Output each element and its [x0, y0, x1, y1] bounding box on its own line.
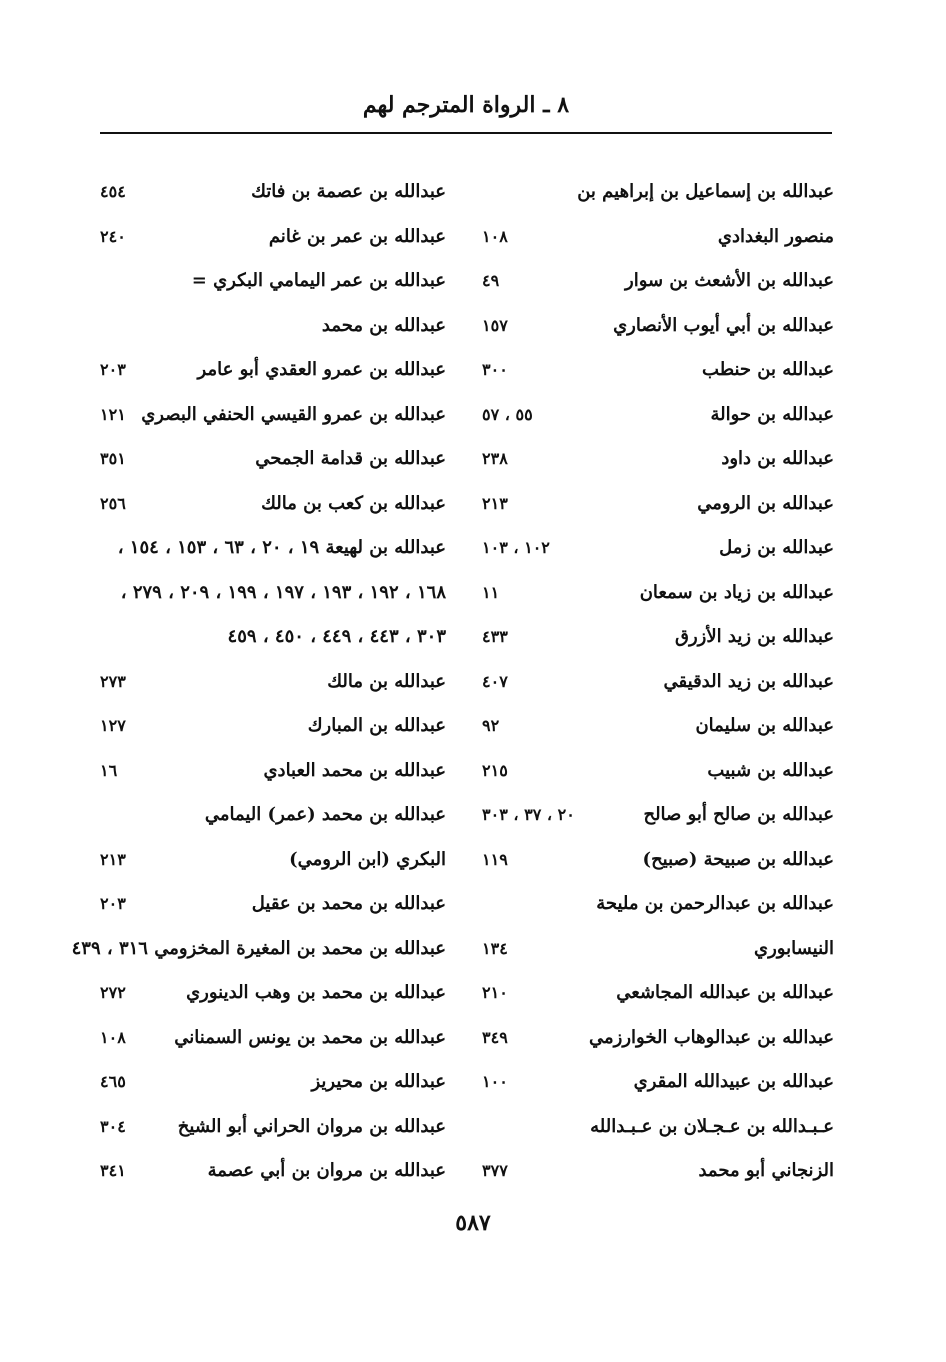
- narrator-name: ٣٠٣ ، ٤٤٣ ، ٤٤٩ ، ٤٥٠ ، ٤٥٩: [227, 626, 446, 647]
- page-refs: ١٠٢ ، ١٠٣: [482, 538, 550, 557]
- index-entry: [478, 838, 834, 883]
- narrator-name: عبدالله بن عبيدالله المقري: [633, 1071, 834, 1092]
- index-entry: [96, 571, 446, 616]
- page-refs: ٢٣٨: [482, 449, 508, 468]
- narrator-name: عبدالله بن زمل: [719, 537, 834, 558]
- index-entry: [96, 660, 446, 705]
- page-refs: ٤٣٣: [482, 627, 508, 646]
- index-entry: [96, 482, 446, 527]
- narrator-name: عبدالله بن محمد بن وهب الدينوري: [186, 982, 446, 1003]
- index-entry: [96, 1105, 446, 1150]
- index-entry: [96, 838, 446, 883]
- index-entry: [478, 1060, 834, 1105]
- page-refs: ١٢١: [100, 404, 126, 424]
- page-refs: ٢٤٠: [100, 226, 126, 246]
- narrator-name: عبدالله بن مالك: [327, 670, 446, 692]
- index-entry: [96, 749, 446, 794]
- narrator-name: عبدالله بن حوالة: [710, 403, 834, 425]
- index-entry: [478, 259, 834, 304]
- narrator-name: عبدالله بن قدامة الجمحي: [255, 448, 446, 469]
- page-refs: ٤٥٤: [100, 182, 126, 201]
- page-refs: ١٥٧: [482, 315, 508, 335]
- narrator-name: عبدالله بن محمد بن المغيرة المخزومي ٣١٦ ، ٤٣٩: [71, 937, 446, 959]
- page-refs: ٢١٣: [100, 849, 126, 869]
- index-entry: [96, 526, 446, 571]
- narrator-name: عبدالله بن مروان الحراني أبو الشيخ: [177, 1115, 446, 1137]
- index-entry: [478, 704, 834, 749]
- index-entry: [478, 215, 834, 260]
- narrator-name: عبدالله بن شبيب: [707, 759, 834, 781]
- index-entry: [478, 482, 834, 527]
- narrator-name: عبدالله بن عبدالوهاب الخوارزمي: [589, 1026, 834, 1048]
- index-entry: [478, 971, 834, 1016]
- index-entry: [478, 437, 834, 482]
- narrator-name: عبدالله بن عمر بن غانم: [268, 225, 446, 247]
- index-entry: [96, 1016, 446, 1061]
- index-entry: [478, 393, 834, 438]
- page-refs: ٤٦٥: [100, 1072, 126, 1091]
- index-entry: [96, 348, 446, 393]
- page-refs: ٢٥٦: [100, 493, 126, 513]
- page-refs: ٢٧٣: [100, 671, 126, 691]
- narrator-name: النيسابوري: [754, 937, 834, 959]
- page-refs: ١٠٨: [100, 1027, 126, 1047]
- index-entry: [478, 526, 834, 571]
- index-column-right: [478, 170, 834, 1194]
- narrator-name: عبدالله بن محمد بن يونس السمناني: [174, 1026, 446, 1048]
- narrator-name: عبدالله بن عبدالرحمن بن مليحة: [596, 893, 834, 914]
- page-refs: ١٣٤: [482, 938, 508, 958]
- page-refs: ٣٠٠: [482, 360, 508, 379]
- index-entry: [478, 1105, 834, 1150]
- page-refs: ٤٩: [482, 271, 500, 290]
- narrator-name: عبدالله بن زيد الأزرق: [675, 626, 834, 647]
- narrator-name: عبدالله بن صالح أبو صالح: [643, 804, 834, 825]
- page-refs: ٣٤٩: [482, 1027, 508, 1047]
- index-entry: [96, 437, 446, 482]
- narrator-name: الزنجاني أبو محمد: [698, 1160, 834, 1181]
- page-refs: ١١٩: [482, 849, 508, 869]
- index-entry: [478, 882, 834, 927]
- page-refs: ٥٥ ، ٥٧: [482, 404, 533, 424]
- index-entry: [478, 927, 834, 972]
- narrator-name: عبدالله بن داود: [721, 448, 834, 469]
- index-entry: [478, 1016, 834, 1061]
- narrator-name: عبدالله بن كعب بن مالك: [261, 492, 446, 514]
- index-entry: [478, 615, 834, 660]
- page-number: ٥٨٧: [455, 1210, 491, 1236]
- narrator-name: عبدالله بن عبدالله المجاشعي: [616, 982, 834, 1003]
- page-refs: ٣٤١: [100, 1161, 126, 1180]
- narrator-name: عبدالله بن عمرو القيسي الحنفي البصري: [141, 403, 446, 425]
- narrator-name: عبدالله بن محمد (عمر) اليمامي: [204, 804, 446, 825]
- narrator-name: عبدالله بن حنطب: [702, 359, 834, 380]
- page-refs: ٢١٥: [482, 760, 508, 780]
- page-refs: ٤٠٧: [482, 671, 508, 691]
- page-refs: ١٠٠: [482, 1072, 508, 1091]
- page-refs: ٢١٠: [482, 983, 508, 1002]
- index-entry: [96, 1060, 446, 1105]
- narrator-name: عبدالله بن زيد الدقيقي: [663, 670, 834, 692]
- page-refs: ١٢٧: [100, 716, 126, 735]
- page-refs: ٣٥١: [100, 449, 126, 468]
- page-refs: ٢٠٣: [100, 360, 126, 379]
- page-refs: ١١: [482, 582, 500, 602]
- page-refs: ٢٠ ، ٣٧ ، ٣٠٣: [482, 805, 575, 824]
- narrator-name: البكري (ابن الرومي): [289, 848, 446, 870]
- page-refs: ١٦: [100, 760, 118, 780]
- index-entry: [71, 927, 446, 972]
- index-entry: [96, 393, 446, 438]
- narrator-name: عبدالله بن زياد بن سمعان: [639, 581, 834, 603]
- index-entry: [96, 1149, 446, 1194]
- index-entry: [478, 348, 834, 393]
- narrator-name: عبدالله بن محمد العبادي: [263, 759, 446, 781]
- narrator-name: عبدالله بن أبي أيوب الأنصاري: [613, 314, 834, 336]
- index-entry: [478, 170, 834, 215]
- narrator-name: عبدالله بن محمد: [321, 314, 446, 336]
- narrator-name: ١٦٨ ، ١٩٢ ، ١٩٣ ، ١٩٧ ، ١٩٩ ، ٢٠٩ ، ٢٧٩ ،: [120, 581, 446, 603]
- narrator-name: عبدالله بن إسماعيل بن إبراهيم بن: [577, 181, 834, 202]
- narrator-name: عبدالله بن محيريز: [311, 1071, 446, 1092]
- index-entry: [96, 215, 446, 260]
- index-entry: [96, 704, 446, 749]
- index-entry: [96, 615, 446, 660]
- narrator-name: عبدالله بن سليمان: [695, 715, 834, 736]
- index-entry: [478, 660, 834, 705]
- page-refs: ٢٠٣: [100, 894, 126, 913]
- narrator-name: عبدالله بن عمرو العقدي أبو عامر: [197, 359, 446, 380]
- index-entry: [96, 259, 446, 304]
- page-refs: ٩٢: [482, 716, 500, 735]
- narrator-name: عبدالله بن عمر اليمامي البكري =: [191, 270, 446, 291]
- index-entry: [478, 793, 834, 838]
- narrator-name: عبدالله بن محمد بن عقيل: [251, 893, 446, 914]
- page-refs: ٢٧٢: [100, 983, 126, 1002]
- index-entry: [96, 971, 446, 1016]
- index-entry: [96, 170, 446, 215]
- index-entry: [478, 749, 834, 794]
- section-title: ٨ ـ الرواة المترجم لهم: [362, 92, 570, 118]
- running-header: [100, 92, 832, 134]
- index-entry: [478, 571, 834, 616]
- narrator-name: عبدالله بن لهيعة ١٩ ، ٢٠ ، ٦٣ ، ١٥٣ ، ١٥٤ ،: [117, 537, 446, 558]
- narrator-name: عبدالله بن مروان بن أبي عصمة: [207, 1160, 446, 1181]
- page-refs: ٣٠٤: [100, 1116, 126, 1136]
- page-refs: ١٠٨: [482, 226, 508, 246]
- index-column-left: [71, 170, 446, 1194]
- narrator-name: عـبـدالله بن عـجـلان بن عـبـدالله: [590, 1115, 834, 1137]
- index-entry: [478, 304, 834, 349]
- narrator-name: منصور البغدادي: [717, 225, 834, 247]
- index-entry: [96, 882, 446, 927]
- narrator-name: عبدالله بن الرومي: [697, 492, 834, 514]
- narrator-name: عبدالله بن المبارك: [307, 715, 446, 736]
- index-entry: [478, 1149, 834, 1194]
- page-refs: ٣٧٧: [482, 1161, 508, 1180]
- page-refs: ٢١٣: [482, 493, 508, 513]
- index-entry: [96, 304, 446, 349]
- index-entry: [96, 793, 446, 838]
- narrator-name: عبدالله بن الأشعث بن سوار: [625, 270, 834, 291]
- narrator-name: عبدالله بن صبيحة (صبيح): [642, 848, 834, 870]
- narrator-name: عبدالله بن عصمة بن فاتك: [251, 181, 446, 202]
